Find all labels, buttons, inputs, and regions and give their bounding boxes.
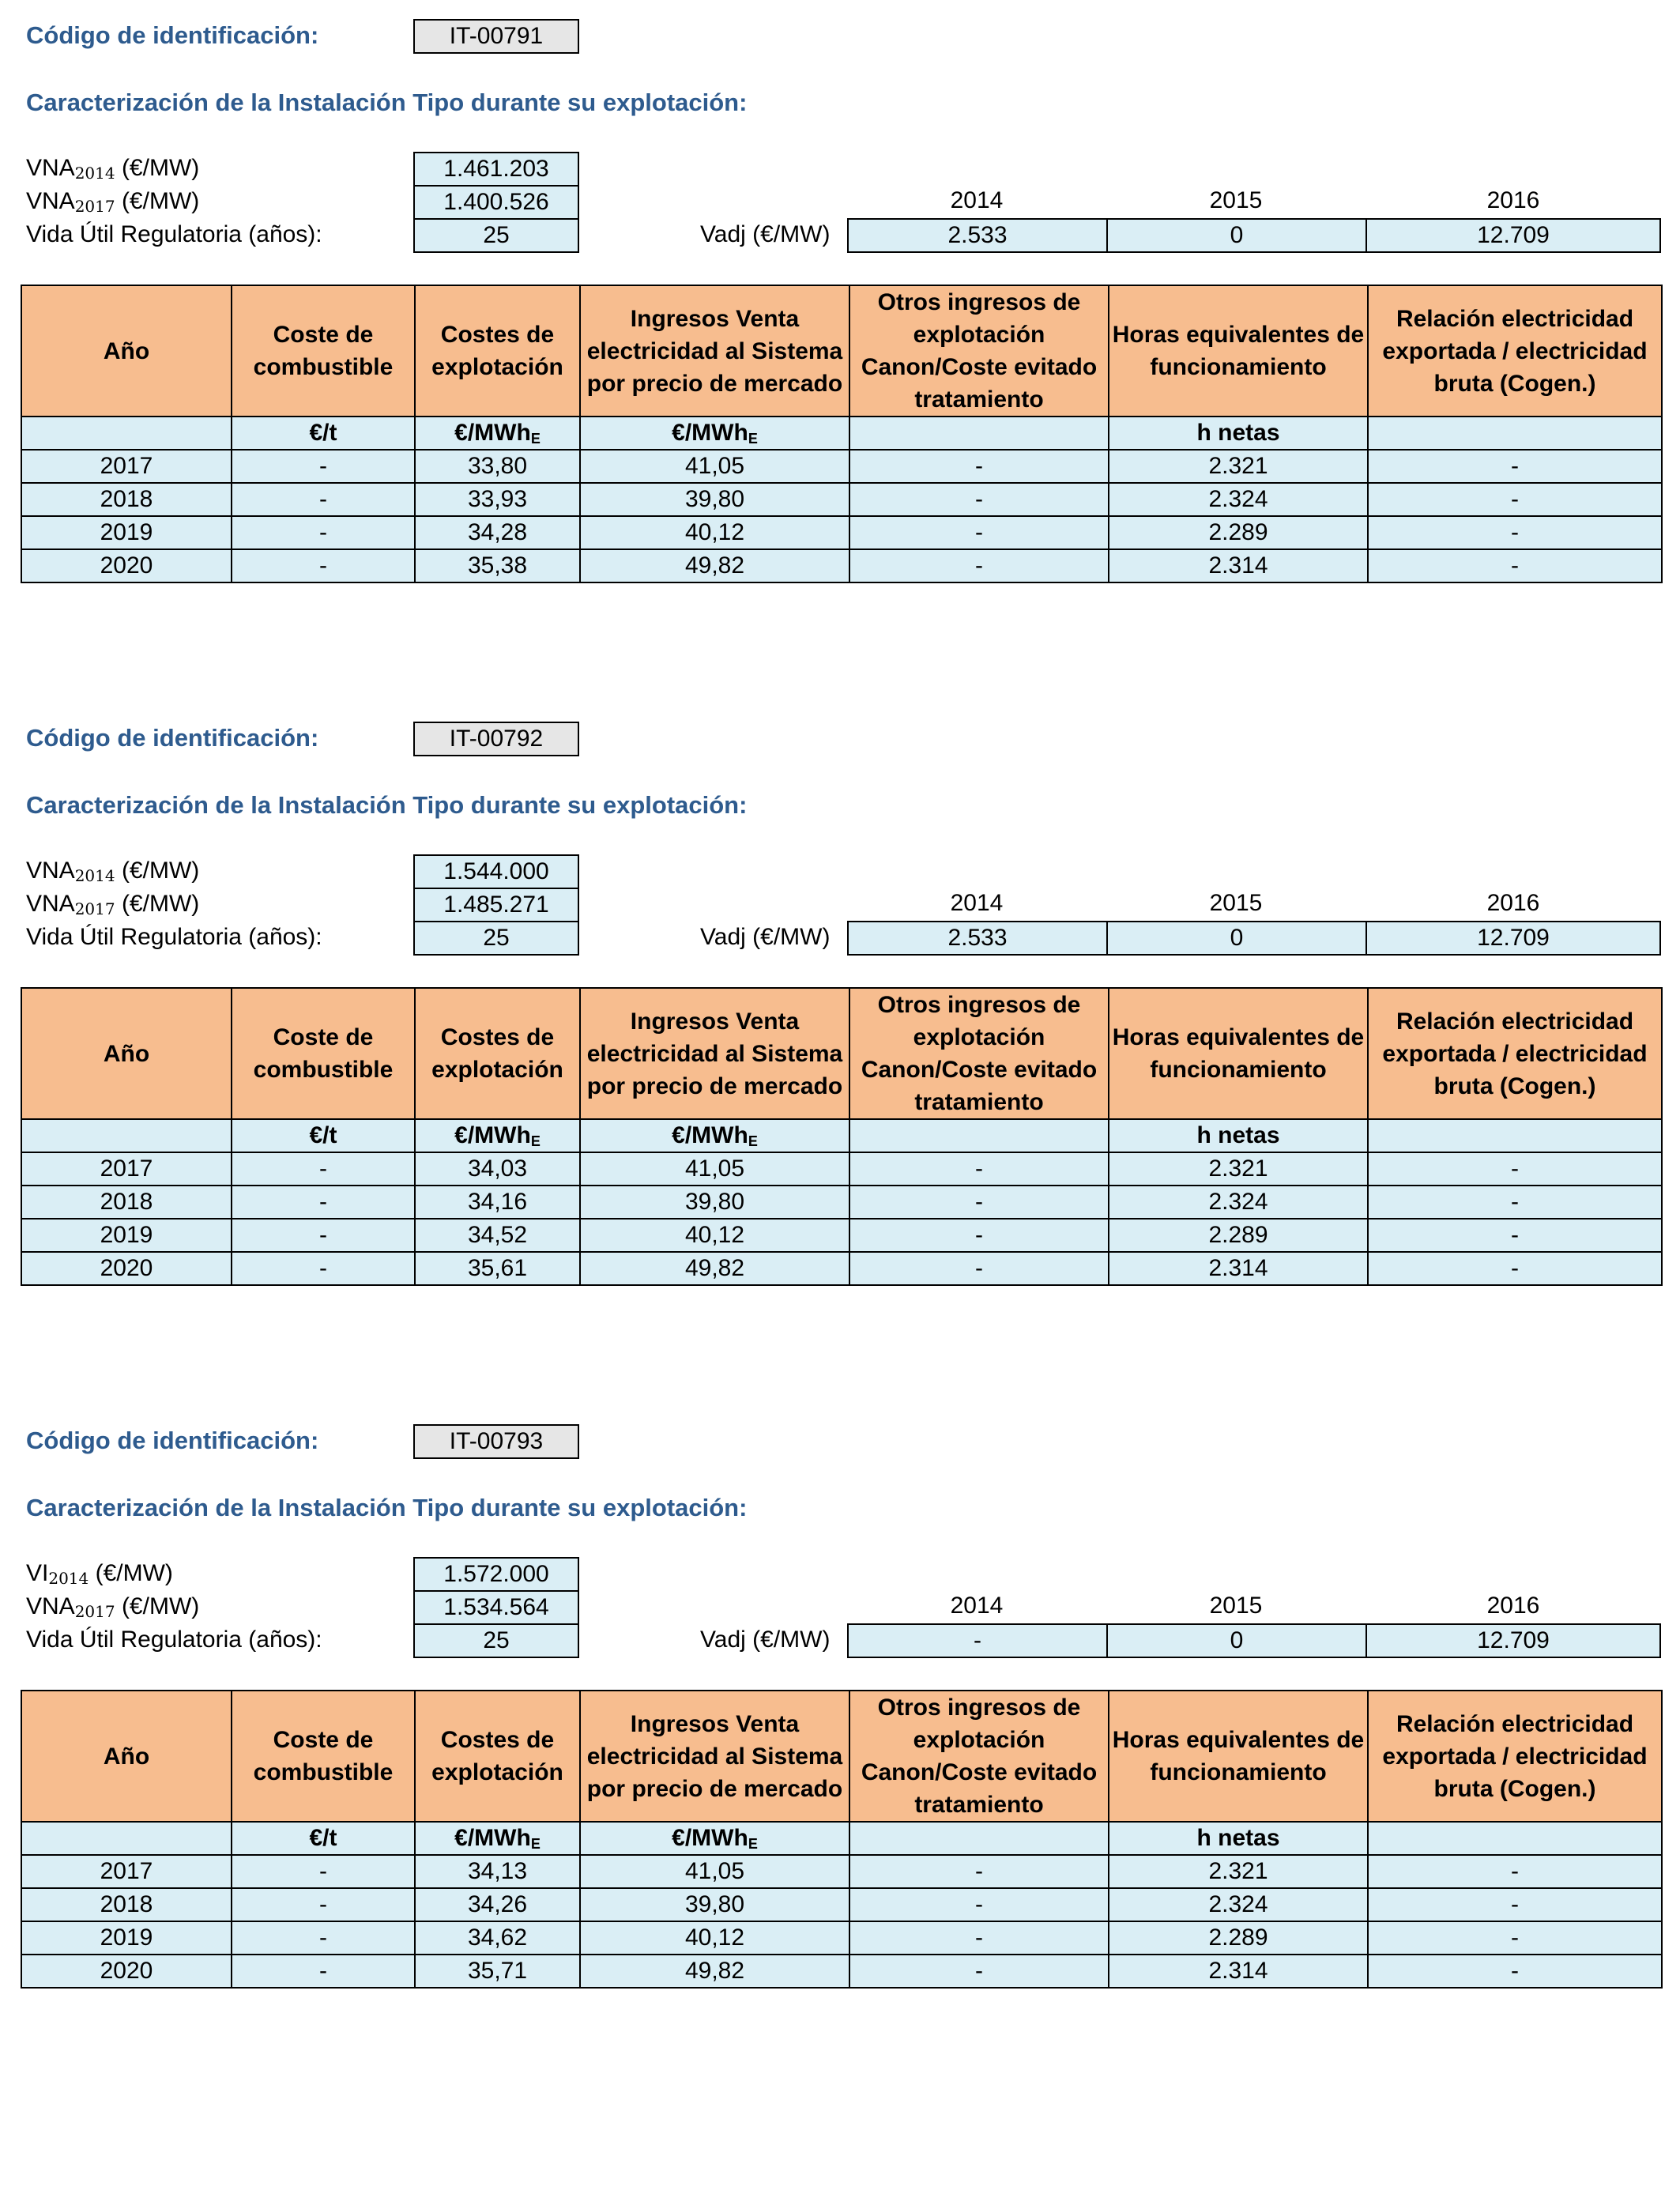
cell: - [232,1219,415,1252]
header-coste-combustible: Coste de combustible [232,1691,415,1822]
unit-empty [1368,417,1662,450]
cell: 34,16 [415,1186,580,1219]
cell: - [849,1152,1109,1186]
cell: - [849,1955,1109,1988]
cell: 2.324 [1109,1888,1368,1921]
table-row [21,516,1662,549]
vadj-2015: 0 [1106,218,1367,253]
cell: 2.321 [1109,1855,1368,1888]
table-row [21,1252,1662,1285]
table-row [21,1186,1662,1219]
v1-label: $VNA_{2014}$ (€/MW) [26,155,200,183]
cell: 34,03 [415,1152,580,1186]
cell: - [1368,516,1662,549]
unit-explotacion: €/MWh$_E$ [415,417,580,450]
v1-value: 1.544.000 [413,854,579,889]
cell: - [849,516,1109,549]
data-table [21,285,1663,583]
cell: 2.289 [1109,516,1368,549]
v1-label: $VNA_{2014}$ (€/MW) [26,858,200,885]
cell: - [1368,1152,1662,1186]
year-2014: 2014 [950,1593,1004,1619]
cell: - [849,1888,1109,1921]
v1-value: 1.461.203 [413,152,579,187]
vadj-label: Vadj (€/MW) [700,924,831,950]
v2-value: 1.485.271 [413,888,579,922]
cell: - [232,1186,415,1219]
header-costes-explotacion: Costes de explotación [415,988,580,1119]
header-otros-ingresos: Otros ingresos de explotación Canon/Coste evitado tratamiento [849,1691,1109,1822]
unit-empty [849,1119,1109,1152]
cell: 2020 [21,1955,232,1988]
cell: 40,12 [580,516,849,549]
v2-value: 1.400.526 [413,185,579,220]
cell: 2019 [21,1921,232,1955]
cell: 34,28 [415,516,580,549]
unit-empty [849,417,1109,450]
installation-section-2 [0,703,1680,1351]
cell: - [232,1955,415,1988]
unit-empty [21,1822,232,1855]
cell: 35,71 [415,1955,580,1988]
code-label: Código de identificación: [26,1427,319,1454]
cell: - [1368,1921,1662,1955]
cell: 2019 [21,1219,232,1252]
cell: - [232,1888,415,1921]
header-ano: Año [21,988,232,1119]
unit-horas: h netas [1109,417,1368,450]
cell: - [849,1252,1109,1285]
cell: 41,05 [580,1855,849,1888]
cell: 2017 [21,450,232,483]
header-relacion-electricidad: Relación electricidad exportada / electricidad bruta (Cogen.) [1368,1691,1662,1822]
vadj-label: Vadj (€/MW) [700,221,831,247]
cell: 39,80 [580,1186,849,1219]
v2-label: $VNA_{2017}$ (€/MW) [26,188,200,216]
cell: 49,82 [580,1252,849,1285]
header-coste-combustible: Coste de combustible [232,285,415,417]
table-row [21,483,1662,516]
cell: 49,82 [580,1955,849,1988]
cell: 34,26 [415,1888,580,1921]
unit-empty [849,1822,1109,1855]
header-otros-ingresos: Otros ingresos de explotación Canon/Coste evitado tratamiento [849,285,1109,417]
vadj-2016: 12.709 [1365,921,1661,956]
cell: - [1368,450,1662,483]
vida-label: Vida Útil Regulatoria (años): [26,221,322,247]
table-row [21,1855,1662,1888]
unit-explotacion: €/MWh$_E$ [415,1822,580,1855]
year-2015: 2015 [1209,1593,1263,1619]
unit-combustible: €/t [232,417,415,450]
header-coste-combustible: Coste de combustible [232,988,415,1119]
cell: - [1368,483,1662,516]
cell: 2.324 [1109,483,1368,516]
table-row [21,1921,1662,1955]
table-row [21,1955,1662,1988]
year-2016: 2016 [1486,890,1540,916]
table-row [21,450,1662,483]
data-table [21,1690,1663,1989]
cell: 49,82 [580,549,849,582]
unit-ingresos: €/MWh$_E$ [580,417,849,450]
code-value: IT-00792 [413,722,579,756]
cell: 2.289 [1109,1219,1368,1252]
table-row [21,1888,1662,1921]
cell: - [1368,1955,1662,1988]
header-relacion-electricidad: Relación electricidad exportada / electricidad bruta (Cogen.) [1368,285,1662,417]
cell: 2018 [21,1888,232,1921]
cell: - [849,1219,1109,1252]
cell: - [232,1252,415,1285]
vida-value: 25 [413,921,579,956]
cell: 33,93 [415,483,580,516]
cell: - [849,1921,1109,1955]
unit-empty [21,1119,232,1152]
header-ingresos-venta: Ingresos Venta electricidad al Sistema por precio de mercado [580,988,849,1119]
header-costes-explotacion: Costes de explotación [415,1691,580,1822]
table-row [21,1219,1662,1252]
vadj-2015: 0 [1106,921,1367,956]
cell: - [1368,1186,1662,1219]
header-ingresos-venta: Ingresos Venta electricidad al Sistema por precio de mercado [580,1691,849,1822]
cell: - [232,549,415,582]
unit-empty [21,417,232,450]
cell: 2020 [21,1252,232,1285]
cell: - [232,1855,415,1888]
cell: 2019 [21,516,232,549]
unit-horas: h netas [1109,1119,1368,1152]
header-horas-equivalentes: Horas equivalentes de funcionamiento [1109,285,1368,417]
code-label: Código de identificación: [26,724,319,752]
cell: - [1368,1855,1662,1888]
cell: 2.321 [1109,450,1368,483]
installation-section-1 [0,0,1680,648]
v2-value: 1.534.564 [413,1590,579,1625]
data-table [21,987,1663,1286]
header-otros-ingresos: Otros ingresos de explotación Canon/Coste evitado tratamiento [849,988,1109,1119]
cell: - [849,549,1109,582]
cell: 2.321 [1109,1152,1368,1186]
year-2016: 2016 [1486,1593,1540,1619]
year-2014: 2014 [950,890,1004,916]
cell: 40,12 [580,1219,849,1252]
cell: 39,80 [580,483,849,516]
v1-value: 1.572.000 [413,1557,579,1592]
header-ingresos-venta: Ingresos Venta electricidad al Sistema por precio de mercado [580,285,849,417]
year-2016: 2016 [1486,187,1540,213]
year-2015: 2015 [1209,890,1263,916]
cell: 2.324 [1109,1186,1368,1219]
v2-label: $VNA_{2017}$ (€/MW) [26,1593,200,1621]
header-ano: Año [21,285,232,417]
cell: - [849,1186,1109,1219]
cell: 41,05 [580,1152,849,1186]
cell: 39,80 [580,1888,849,1921]
cell: - [232,1152,415,1186]
cell: - [849,483,1109,516]
cell: 35,61 [415,1252,580,1285]
cell: - [1368,1252,1662,1285]
cell: - [232,516,415,549]
cell: 2017 [21,1855,232,1888]
cell: - [1368,1888,1662,1921]
cell: 34,52 [415,1219,580,1252]
unit-empty [1368,1119,1662,1152]
cell: - [232,450,415,483]
cell: - [232,483,415,516]
unit-combustible: €/t [232,1822,415,1855]
cell: 34,13 [415,1855,580,1888]
cell: - [849,450,1109,483]
installation-section-3 [0,1405,1680,2053]
cell: 33,80 [415,450,580,483]
cell: 2020 [21,549,232,582]
unit-combustible: €/t [232,1119,415,1152]
cell: 41,05 [580,450,849,483]
vadj-2014: 2.533 [847,218,1108,253]
vadj-2016: 12.709 [1365,1623,1661,1658]
unit-empty [1368,1822,1662,1855]
cell: 2.314 [1109,549,1368,582]
vadj-2016: 12.709 [1365,218,1661,253]
year-2014: 2014 [950,187,1004,213]
code-label: Código de identificación: [26,21,319,49]
code-value: IT-00791 [413,19,579,54]
header-ano: Año [21,1691,232,1822]
vida-value: 25 [413,218,579,253]
vida-label: Vida Útil Regulatoria (años): [26,924,322,950]
table-row [21,549,1662,582]
section-title: Caracterización de la Instalación Tipo durante su explotación: [26,89,748,116]
unit-horas: h netas [1109,1822,1368,1855]
cell: 2.314 [1109,1955,1368,1988]
unit-ingresos: €/MWh$_E$ [580,1119,849,1152]
code-value: IT-00793 [413,1424,579,1459]
section-title: Caracterización de la Instalación Tipo durante su explotación: [26,1494,748,1521]
header-costes-explotacion: Costes de explotación [415,285,580,417]
cell: - [1368,1219,1662,1252]
cell: 2.314 [1109,1252,1368,1285]
unit-explotacion: €/MWh$_E$ [415,1119,580,1152]
header-horas-equivalentes: Horas equivalentes de funcionamiento [1109,1691,1368,1822]
v1-label: $VI_{2014}$ (€/MW) [26,1560,173,1588]
cell: 2018 [21,483,232,516]
cell: 40,12 [580,1921,849,1955]
vida-label: Vida Útil Regulatoria (años): [26,1627,322,1653]
cell: - [849,1855,1109,1888]
cell: 2017 [21,1152,232,1186]
v2-label: $VNA_{2017}$ (€/MW) [26,891,200,918]
header-horas-equivalentes: Horas equivalentes de funcionamiento [1109,988,1368,1119]
vadj-2015: 0 [1106,1623,1367,1658]
vida-value: 25 [413,1623,579,1658]
vadj-label: Vadj (€/MW) [700,1627,831,1653]
year-2015: 2015 [1209,187,1263,213]
cell: 35,38 [415,549,580,582]
section-title: Caracterización de la Instalación Tipo durante su explotación: [26,791,748,819]
header-relacion-electricidad: Relación electricidad exportada / electricidad bruta (Cogen.) [1368,988,1662,1119]
cell: - [1368,549,1662,582]
unit-ingresos: €/MWh$_E$ [580,1822,849,1855]
vadj-2014: - [847,1623,1108,1658]
cell: 2018 [21,1186,232,1219]
cell: 34,62 [415,1921,580,1955]
vadj-2014: 2.533 [847,921,1108,956]
table-row [21,1152,1662,1186]
cell: - [232,1921,415,1955]
cell: 2.289 [1109,1921,1368,1955]
